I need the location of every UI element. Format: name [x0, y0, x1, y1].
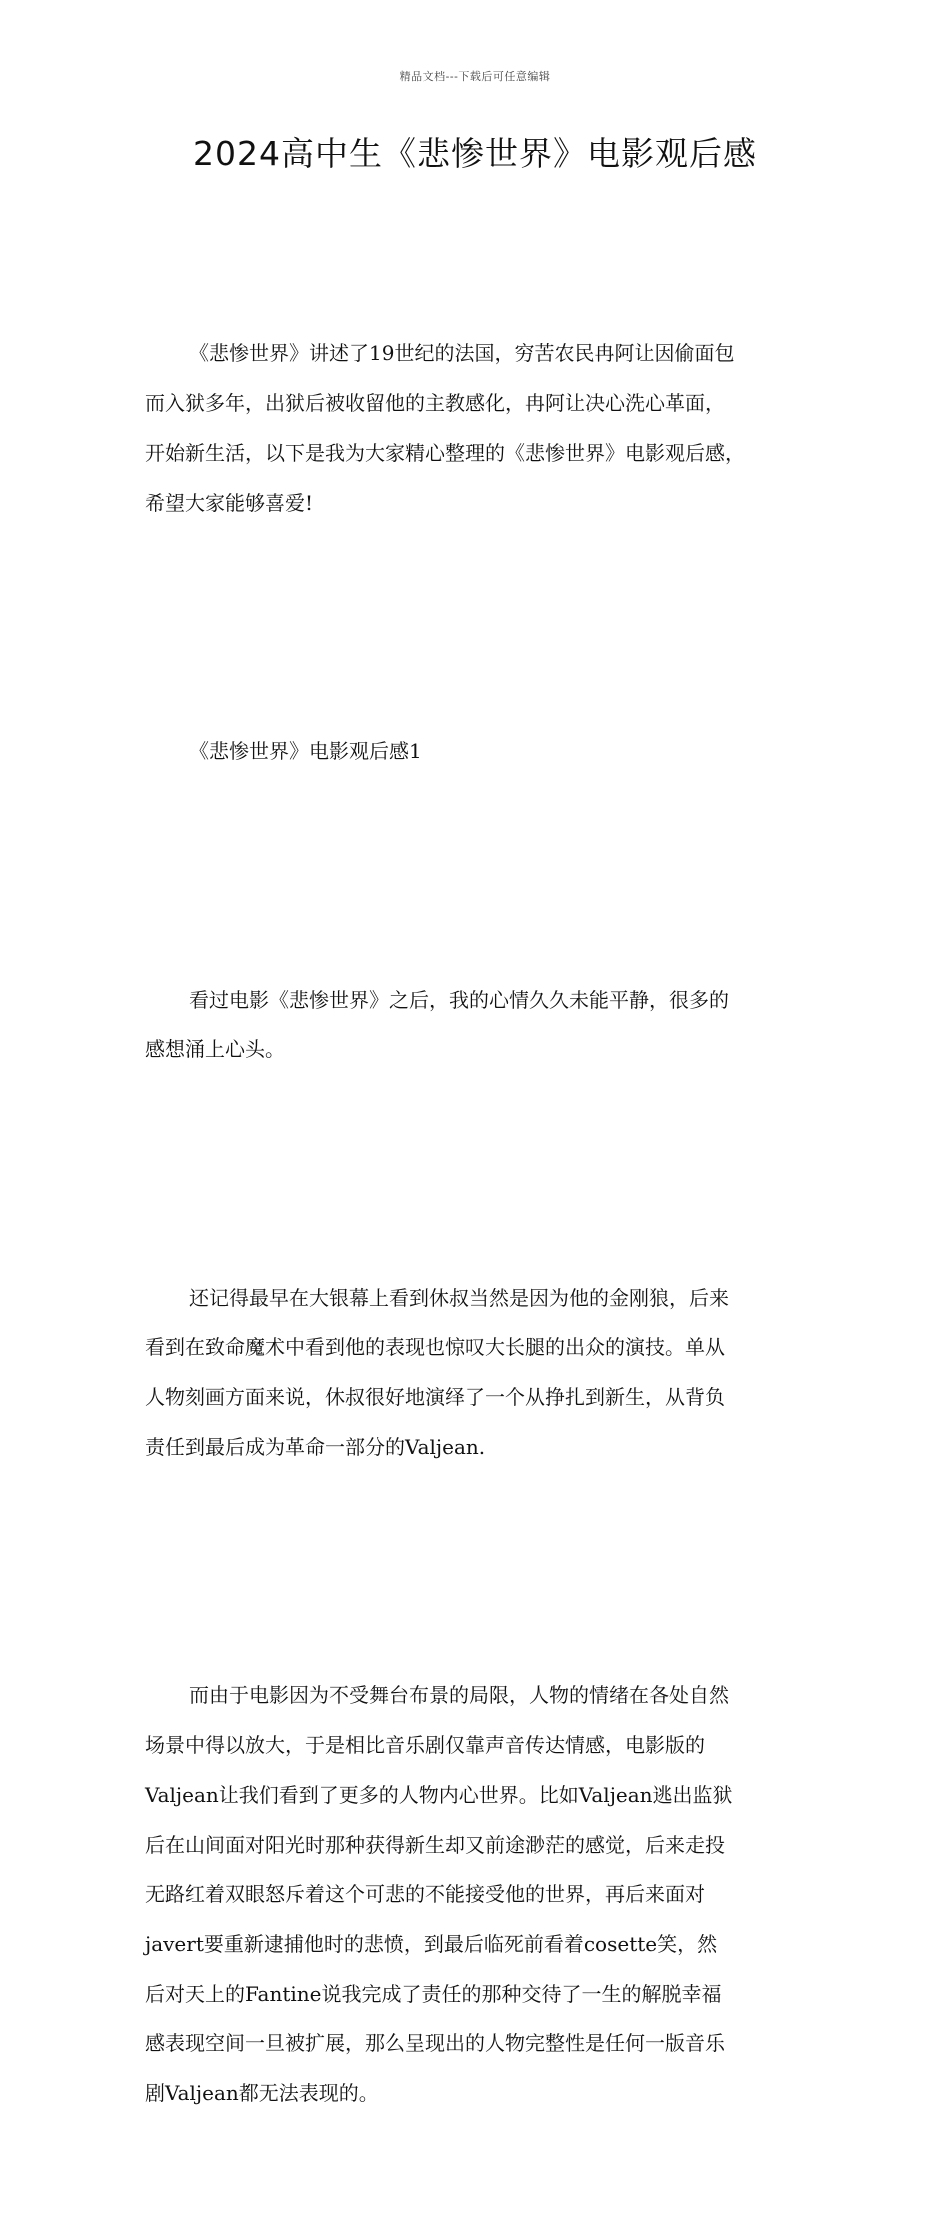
section-heading: [145, 628, 815, 877]
paragraph: [145, 876, 815, 1174]
text-line: 无路红着双眼怒斥着这个可悲的不能接受他的世界，再后来面对: [145, 1882, 705, 1907]
text-line: 《悲惨世界》讲述了19世纪的法国，穷苦农民冉阿让因偷面包: [189, 341, 735, 366]
text-line: 后对天上的Fantine说我完成了责任的那种交待了一生的解脱幸福: [145, 1981, 722, 2006]
text-line: javert要重新逮捕他时的悲愤，到最后临死前看着cosette笑，然: [145, 1931, 718, 1956]
text-line: 看过电影《悲惨世界》之后，我的心情久久未能平静，很多的: [189, 987, 729, 1012]
text-line: 场景中得以放大，于是相比音乐剧仅靠声音传达情感，电影版的: [145, 1733, 705, 1758]
text-line: 看到在致命魔术中看到他的表现也惊叹大长腿的出众的演技。单从: [145, 1335, 725, 1360]
paragraph: [145, 1174, 815, 1572]
paragraph-intro: [145, 230, 815, 628]
text-line: 剧Valjean都无法表现的。: [145, 2081, 379, 2106]
header-note: 精品文档---下载后可任意编辑: [399, 70, 551, 83]
text-line: 而入狱多年，出狱后被收留他的主教感化，冉阿让决心洗心革面，: [145, 391, 725, 416]
text-line: 感表现空间一旦被扩展，那么呈现出的人物完整性是任何一版音乐: [145, 2031, 725, 2056]
document-title: 2024高中生《悲惨世界》电影观后感: [193, 134, 757, 173]
text-line: 开始新生活，以下是我为大家精心整理的《悲惨世界》电影观后感，: [145, 440, 745, 465]
text-line: 还记得最早在大银幕上看到休叔当然是因为他的金刚狼，后来: [189, 1285, 729, 1310]
text-line: 《悲惨世界》电影观后感1: [189, 739, 422, 764]
text-line: 人物刻画方面来说，休叔很好地演绎了一个从挣扎到新生，从背负: [145, 1385, 725, 1410]
text-line: 而由于电影因为不受舞台布景的局限，人物的情绪在各处自然: [189, 1683, 729, 1708]
text-line: 责任到最后成为革命一部分的Valjean.: [145, 1434, 486, 1459]
text-line: 希望大家能够喜爱!: [145, 490, 314, 515]
document-body: [145, 230, 815, 2218]
paragraph: [145, 1572, 815, 2218]
text-line: Valjean让我们看到了更多的人物内心世界。比如Valjean逃出监狱: [145, 1782, 733, 1807]
text-line: 感想涌上心头。: [145, 1037, 285, 1062]
text-line: 后在山间面对阳光时那种获得新生却又前途渺茫的感觉，后来走投: [145, 1832, 725, 1857]
